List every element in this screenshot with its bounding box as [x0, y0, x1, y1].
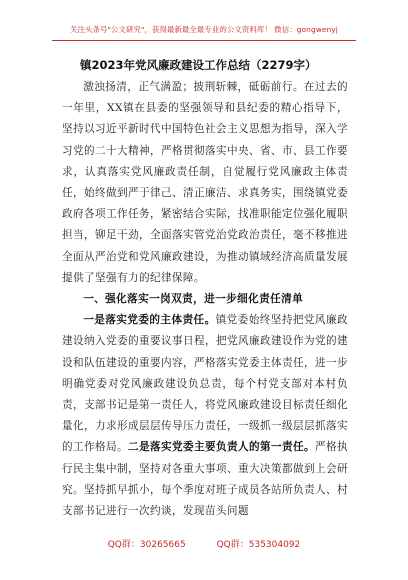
qq-group-1: QQ群：30265665: [107, 540, 186, 550]
intro-paragraph: 激浊扬清，正气满盈；披荆斩棘，砥砺前行。在过去的一年里，XX镇在县委的坚强领导和县纪委的精心指导下，坚持以习近平新时代中国特色社会主义思想为指导，深入学习党的二十大精神，严格贯彻落实中央、省、市、县工作要求，认真落实党风廉政责任制，自觉履行党风廉政主体责任，始终做到严于律己、清正廉洁、求真务实，围绕镇党委政府各项工作任务，紧密结合实际，找准职能定位强化履职担当，铆足干劲，全面落实管党治党政治责任，毫不移推进全面从严治党和党风廉政建设，为推动镇域经济高质量发展提供了坚强有力的纪律保障。: [62, 81, 348, 284]
header-banner: 关注头条号"公文研究"，获得最新最全最专业的公文资料库！ 微信：gongwenyj: [70, 25, 338, 34]
section-heading: 一、强化落实一岗双责，进一步细化责任清单: [83, 293, 304, 306]
point-one-text: 镇党委始终坚持把党风廉政建设纳入党委的重要议事日程，把党风廉政建设作为党的建设和队伍建设的重要内容，严格落实党委主体责任，进一步明确党委对党风廉政建设负总责，每个村党支部对本村负责，支部书记是第一责任人，将党风廉政建设目标责任细化量化，力求形成层层传导压力责任，一级抓一级层层抓落实的工作格局。: [62, 314, 348, 454]
section-paragraph: [62, 310, 348, 522]
point-two-text: 严格执行民主集中制，坚持对各重大事项、重大决策都做到上会研究。坚持抓早抓小，每个季度对班子成员各站所负责人、村支部书记进行一次约谈，发现苗头问题: [62, 441, 348, 518]
document-title: 镇2023年党风廉政建设工作总结（2279字）: [80, 58, 317, 72]
header-divider: [52, 40, 356, 41]
point-one-lead: 一是落实党委的主体责任。: [83, 314, 216, 327]
qq-group-2: QQ群：535304092: [216, 540, 301, 550]
document-body: [62, 77, 348, 522]
point-two-lead: 二是落实党委主要负责人的第一责任。: [128, 441, 315, 454]
footer-contact: [0, 537, 408, 550]
